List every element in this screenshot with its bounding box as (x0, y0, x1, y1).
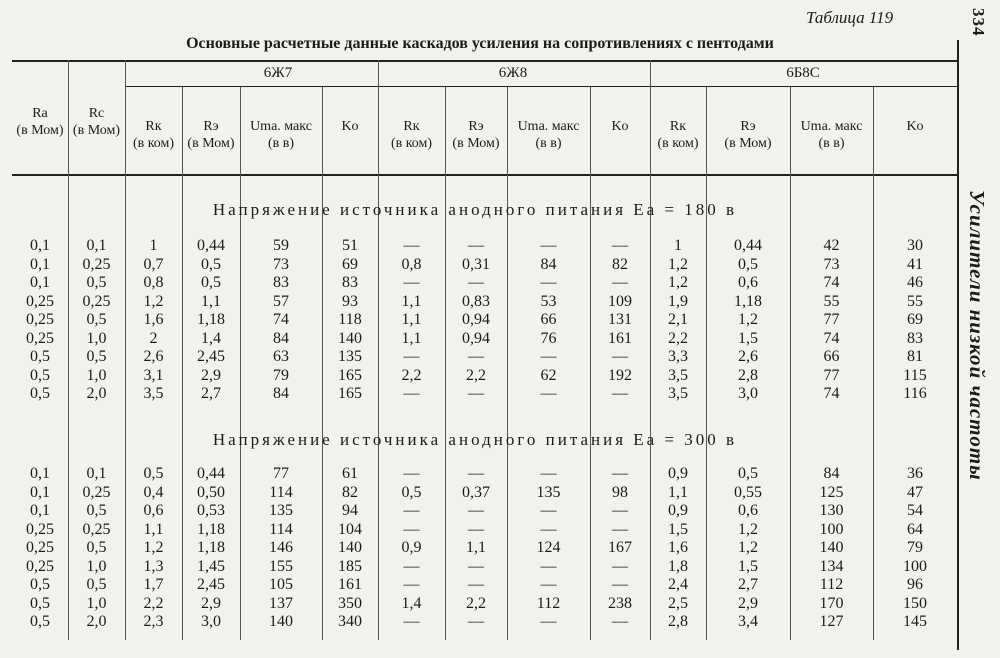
table-cell: 1,2 (668, 274, 688, 291)
table-cell: — (403, 274, 420, 291)
table-cell: — (540, 576, 557, 593)
table-cell: 0,25 (26, 520, 54, 538)
table-cell: 0,7 (143, 255, 164, 273)
column-divider (507, 87, 508, 640)
table-cell: 238 (608, 594, 632, 612)
table-cell: 1,2 (668, 255, 688, 273)
table-cell: 1,0 (86, 557, 107, 575)
tube-6zh7: 6Ж7 (263, 65, 293, 81)
table-cell: 0,31 (462, 255, 490, 273)
table-cell: 1 (149, 237, 158, 254)
table-cell: 0,1 (30, 255, 50, 273)
table-cell: — (612, 237, 628, 254)
table-cell: 0,5 (86, 502, 107, 519)
table-cell: 2,2 (466, 366, 486, 384)
table-cell: 0,6 (143, 502, 164, 519)
table-cell: 0,25 (26, 557, 54, 575)
header-u-a: Uma. макс (в в) (250, 119, 312, 151)
table-cell: 2,2 (401, 366, 422, 384)
table-cell: 340 (338, 613, 362, 630)
table-cell: 140 (269, 613, 293, 630)
table-cell: 0,25 (26, 292, 54, 310)
table-cell: 115 (903, 366, 927, 384)
table-cell: 192 (608, 366, 632, 384)
table-cell: 0,50 (197, 483, 225, 501)
table-cell: 0,5 (143, 465, 164, 482)
header-bottom-rule (12, 174, 958, 176)
table-cell: 0,1 (30, 237, 50, 254)
column-divider (706, 87, 707, 640)
table-cell: 1,45 (197, 557, 225, 575)
table-cell: 0,6 (738, 502, 758, 519)
tube-header-rule (125, 86, 958, 87)
table-cell: — (403, 385, 420, 402)
table-cell: 74 (823, 385, 840, 402)
table-cell: 0,1 (30, 502, 50, 519)
table-cell: 140 (338, 329, 362, 347)
table-cell: 0,25 (26, 539, 54, 556)
table-cell: — (612, 520, 628, 538)
header-k-b: Kо (611, 119, 629, 134)
table-cell: 0,1 (30, 483, 50, 501)
table-cell: — (403, 502, 420, 519)
table-cell: 1,5 (668, 520, 688, 538)
table-cell: 0,83 (462, 292, 490, 310)
table-cell: 81 (907, 348, 923, 365)
table-cell: 30 (907, 237, 923, 254)
header-rk-a: Rк (в ком) (132, 119, 175, 151)
table-cell: 0,9 (668, 465, 688, 482)
table-cell: 2,5 (668, 594, 688, 612)
table-cell: 0,5 (86, 348, 107, 365)
table-cell: 0,5 (30, 594, 50, 612)
table-cell: 1,0 (86, 329, 107, 347)
table-cell: — (612, 274, 628, 291)
table-cell: 0,55 (734, 483, 762, 501)
column-divider (650, 87, 651, 640)
table-cell: 69 (342, 255, 358, 273)
table-cell: — (468, 520, 484, 538)
table-cell: 55 (907, 292, 923, 310)
table-cell: 0,25 (26, 329, 54, 347)
header-re-c: Rэ (в Мом) (724, 119, 772, 151)
table-cell: — (540, 465, 557, 482)
table-cell: 0,5 (30, 385, 50, 402)
table-cell: — (612, 385, 628, 402)
table-cell: — (468, 576, 484, 593)
table-cell: 2,6 (738, 348, 758, 365)
tube-6b8s: 6Б8С (786, 65, 820, 81)
table-cell: 137 (269, 594, 293, 612)
table-cell: 51 (342, 237, 358, 254)
table-cell: 0,25 (82, 255, 111, 273)
table-cell: 0,5 (30, 613, 50, 630)
table-cell: — (403, 465, 420, 482)
table-cell: 125 (819, 483, 844, 501)
table-cell: 66 (823, 348, 840, 365)
table-cell: 104 (338, 520, 362, 538)
table-cell: — (468, 465, 484, 482)
column-divider (790, 87, 791, 640)
table-cell: 0,5 (738, 465, 758, 482)
table-cell: 2,9 (201, 594, 221, 612)
table-cell: 3,3 (668, 348, 688, 365)
table-cell: 1,1 (201, 292, 221, 310)
table-cell: 76 (540, 329, 557, 347)
table-cell: 0,5 (738, 255, 758, 273)
table-cell: 135 (536, 483, 561, 501)
table-cell: 0,5 (86, 311, 107, 328)
table-cell: 61 (342, 465, 358, 482)
table-cell: 2,3 (143, 613, 164, 630)
table-cell: 1,1 (401, 311, 422, 328)
table-cell: 0,1 (30, 465, 50, 482)
header-re-a: Rэ (в Мом) (187, 119, 235, 151)
table-cell: 1,2 (143, 292, 164, 310)
table-cell: 74 (273, 311, 289, 328)
table-cell: 57 (273, 292, 289, 310)
table-cell: 135 (338, 348, 362, 365)
table-cell: 3,4 (738, 613, 758, 630)
header-rc: Rс (в Мом) (72, 106, 121, 138)
table-cell: 74 (823, 274, 840, 291)
table-cell: 0,25 (82, 520, 111, 538)
table-cell: 0,5 (86, 274, 107, 291)
table-cell: 0,94 (462, 329, 490, 347)
table-cell: 1,18 (197, 520, 225, 538)
table-cell: 0,5 (201, 274, 221, 291)
header-u-b: Uma. макс (в в) (517, 119, 580, 151)
table-cell: — (468, 348, 484, 365)
table-cell: 2,45 (197, 576, 225, 593)
table-cell: 140 (819, 539, 844, 556)
table-cell: 170 (819, 594, 844, 612)
column-divider (182, 87, 183, 640)
table-cell: 1,18 (197, 539, 225, 556)
table-cell: — (540, 348, 557, 365)
table-cell: 2,2 (668, 329, 688, 347)
table-cell: 98 (612, 483, 628, 501)
table-cell: — (403, 520, 420, 538)
table-cell: 1,9 (668, 292, 688, 310)
table-cell: 1,3 (143, 557, 164, 575)
table-cell: 0,4 (143, 483, 164, 501)
table-cell: — (403, 348, 420, 365)
table-cell: 2,2 (143, 594, 164, 612)
table-cell: 64 (907, 520, 923, 538)
table-cell: 42 (823, 237, 840, 254)
table-cell: 2,8 (738, 366, 758, 384)
table-cell: 0,44 (734, 237, 762, 254)
table-cell: 0,5 (86, 576, 107, 593)
table-cell: 54 (907, 502, 923, 519)
header-ra: Rа (в Мом) (16, 106, 64, 138)
column-divider (322, 87, 323, 640)
header-rk-b: Rк (в ком) (390, 119, 433, 151)
page-number: 334 (969, 8, 988, 37)
table-cell: 1,1 (401, 292, 422, 310)
table-cell: — (468, 274, 484, 291)
table-cell: — (468, 557, 484, 575)
section-label: Напряжение источника анодного питания Eа = 180 в (212, 200, 738, 219)
table-cell: 36 (907, 465, 923, 482)
table-cell: 55 (823, 292, 840, 310)
table-cell: — (612, 465, 628, 482)
table-cell: 185 (338, 557, 362, 575)
table-cell: 77 (273, 465, 289, 482)
table-cell: 96 (907, 576, 923, 593)
table-cell: 66 (540, 311, 557, 328)
table-cell: 0,1 (86, 237, 107, 254)
table-cell: 105 (269, 576, 293, 593)
header-k-a: Kо (341, 119, 359, 134)
table-cell: — (468, 237, 484, 254)
table-cell: — (612, 557, 628, 575)
table-cell: 135 (269, 502, 293, 519)
table-cell: 0,44 (197, 465, 225, 482)
table-cell: 1,6 (668, 539, 688, 556)
table-cell: 2,9 (201, 366, 221, 384)
table-cell: 2,8 (668, 613, 688, 630)
table-cell: 83 (273, 274, 289, 291)
table-cell: 0,8 (143, 274, 164, 291)
table-cell: 0,9 (401, 539, 422, 556)
table-top-rule (12, 60, 958, 62)
table-cell: 161 (608, 329, 632, 347)
table-cell: 62 (540, 366, 557, 384)
table-cell: — (540, 502, 557, 519)
table-cell: 84 (540, 255, 557, 273)
table-cell: 53 (540, 292, 557, 310)
table-cell: — (612, 348, 628, 365)
table-cell: 127 (819, 613, 844, 630)
table-cell: 1,5 (738, 557, 758, 575)
table-cell: 63 (273, 348, 289, 365)
column-divider (68, 60, 69, 640)
table-cell: 2,6 (143, 348, 164, 365)
table-cell: 2,7 (738, 576, 758, 593)
table-cell: 59 (273, 237, 289, 254)
table-cell: 116 (903, 385, 927, 402)
table-cell: 3,5 (668, 385, 688, 402)
table-cell: 0,5 (201, 255, 221, 273)
table-cell: 0,1 (30, 274, 50, 291)
table-cell: 2,7 (201, 385, 221, 402)
tube-group-divider (378, 60, 379, 87)
table-cell: 0,5 (30, 366, 50, 384)
running-title: Усилители низкой частоты (965, 190, 989, 481)
table-cell: — (468, 385, 484, 402)
table-cell: — (540, 557, 557, 575)
table-cell: 109 (608, 292, 632, 310)
table-cell: 83 (907, 329, 923, 347)
margin-rule (957, 40, 959, 650)
table-cell: 165 (338, 366, 362, 384)
table-cell: 1,2 (738, 539, 758, 556)
table-cell: 1,0 (86, 366, 107, 384)
table-cell: 167 (608, 539, 632, 556)
table-cell: 2,4 (668, 576, 688, 593)
table-cell: — (540, 613, 557, 630)
table-cell: 2,9 (738, 594, 758, 612)
table-cell: — (468, 613, 484, 630)
table-cell: 161 (338, 576, 362, 593)
column-divider (378, 87, 379, 640)
table-cell: 2,0 (86, 613, 107, 630)
table-cell: 0,94 (462, 311, 490, 328)
table-cell: — (612, 613, 628, 630)
table-cell: 118 (338, 311, 362, 328)
table-cell: 0,5 (30, 348, 50, 365)
table-cell: 83 (342, 274, 358, 291)
table-cell: 46 (907, 274, 923, 291)
tube-6zh8: 6Ж8 (498, 65, 528, 81)
table-cell: 2,2 (466, 594, 486, 612)
table-cell: 1,5 (738, 329, 758, 347)
table-cell: 1,2 (143, 539, 164, 556)
table-cell: 155 (269, 557, 293, 575)
table-cell: 84 (823, 465, 840, 482)
table-cell: 0,5 (30, 576, 50, 593)
table-cell: — (540, 520, 557, 538)
table-cell: 1,18 (197, 311, 225, 328)
table-cell: 84 (273, 329, 289, 347)
table-cell: — (403, 613, 420, 630)
table-cell: 74 (823, 329, 840, 347)
table-cell: — (612, 576, 628, 593)
table-cell: — (612, 502, 628, 519)
table-cell: 82 (612, 255, 628, 273)
table-cell: 3,5 (143, 385, 164, 402)
table-cell: 0,1 (86, 465, 107, 482)
table-cell: 2,0 (86, 385, 107, 402)
table-cell: 79 (273, 366, 289, 384)
table-cell: — (540, 385, 557, 402)
header-k-c: Kо (906, 119, 924, 134)
column-divider (240, 87, 241, 640)
table-cell: 0,6 (738, 274, 758, 291)
table-number: Таблица 119 (806, 8, 894, 27)
table-cell: 73 (823, 255, 840, 273)
table-cell: 1,4 (201, 329, 221, 347)
table-cell: 77 (823, 366, 840, 384)
table-cell: 131 (608, 311, 632, 328)
table-cell: 3,0 (201, 613, 221, 630)
table-cell: 146 (269, 539, 293, 556)
header-rk-c: Rк (в ком) (657, 119, 699, 151)
table-cell: 0,25 (82, 292, 111, 310)
table-cell: — (403, 237, 420, 254)
table-cell: 1,1 (668, 483, 688, 501)
column-divider (445, 87, 446, 640)
table-cell: 82 (342, 483, 358, 501)
table-cell: 1,1 (466, 539, 486, 556)
table-cell: 1,2 (738, 520, 758, 538)
table-cell: — (540, 237, 557, 254)
header-re-b: Rэ (в Мом) (452, 119, 500, 151)
table-cell: — (403, 576, 420, 593)
table-cell: 134 (819, 557, 844, 575)
table-cell: 0,53 (197, 502, 225, 519)
table-cell: 165 (338, 385, 362, 402)
table-cell: 0,25 (26, 311, 54, 328)
table-cell: 1,4 (401, 594, 422, 612)
table-cell: 0,9 (668, 502, 688, 519)
table-cell: 350 (338, 594, 362, 612)
table-cell: 145 (903, 613, 927, 630)
table-cell: 94 (342, 502, 358, 519)
table-cell: 100 (903, 557, 927, 575)
table-cell: 130 (819, 502, 844, 519)
column-divider (873, 87, 874, 640)
table-cell: 1,1 (401, 329, 422, 347)
table-cell: 1,7 (143, 576, 164, 593)
table-cell: 47 (907, 483, 923, 501)
tube-group-divider (650, 60, 651, 87)
table-cell: 100 (819, 520, 844, 538)
table-cell: 93 (342, 292, 358, 310)
table-cell: 1,18 (734, 292, 762, 310)
column-divider (590, 87, 591, 640)
table-cell: 1,8 (668, 557, 688, 575)
table-cell: 0,25 (82, 483, 111, 501)
table-cell: 0,5 (401, 483, 422, 501)
table-cell: 2,45 (197, 348, 225, 365)
table-cell: 112 (819, 576, 844, 593)
table-cell: 77 (823, 311, 840, 328)
table-cell: — (468, 502, 484, 519)
table-cell: — (403, 557, 420, 575)
column-divider (125, 60, 126, 640)
table-cell: 1,2 (738, 311, 758, 328)
table-cell: 2,1 (668, 311, 688, 328)
table-cell: 112 (536, 594, 561, 612)
table-cell: 0,8 (401, 255, 422, 273)
table-cell: 1,6 (143, 311, 164, 328)
table-cell: 114 (269, 483, 293, 501)
table-cell: 0,5 (86, 539, 107, 556)
table-cell: 2 (149, 329, 158, 347)
section-label: Напряжение источника анодного питания Eа = 300 в (212, 430, 738, 449)
table-cell: 84 (273, 385, 289, 402)
table-cell: 124 (536, 539, 561, 556)
table-cell: 3,1 (143, 366, 164, 384)
table-cell: 41 (907, 255, 923, 273)
table-cell: — (540, 274, 557, 291)
table-cell: 3,0 (738, 385, 758, 402)
table-cell: 150 (903, 594, 927, 612)
table-cell: 0,44 (197, 237, 225, 254)
table-title: Основные расчетные данные каскадов усиления на сопротивлениях с пентодами (186, 35, 774, 52)
table-cell: 1 (674, 237, 682, 254)
table-cell: 1,0 (86, 594, 107, 612)
table-cell: 69 (907, 311, 923, 328)
header-u-c: Uma. макс (в в) (800, 119, 863, 151)
table-cell: 3,5 (668, 366, 688, 384)
table-cell: 140 (338, 539, 362, 556)
table-cell: 114 (269, 520, 293, 538)
table-cell: 1,1 (143, 520, 164, 538)
table-cell: 79 (907, 539, 923, 556)
table-cell: 73 (273, 255, 289, 273)
table-cell: 0,37 (462, 483, 490, 501)
